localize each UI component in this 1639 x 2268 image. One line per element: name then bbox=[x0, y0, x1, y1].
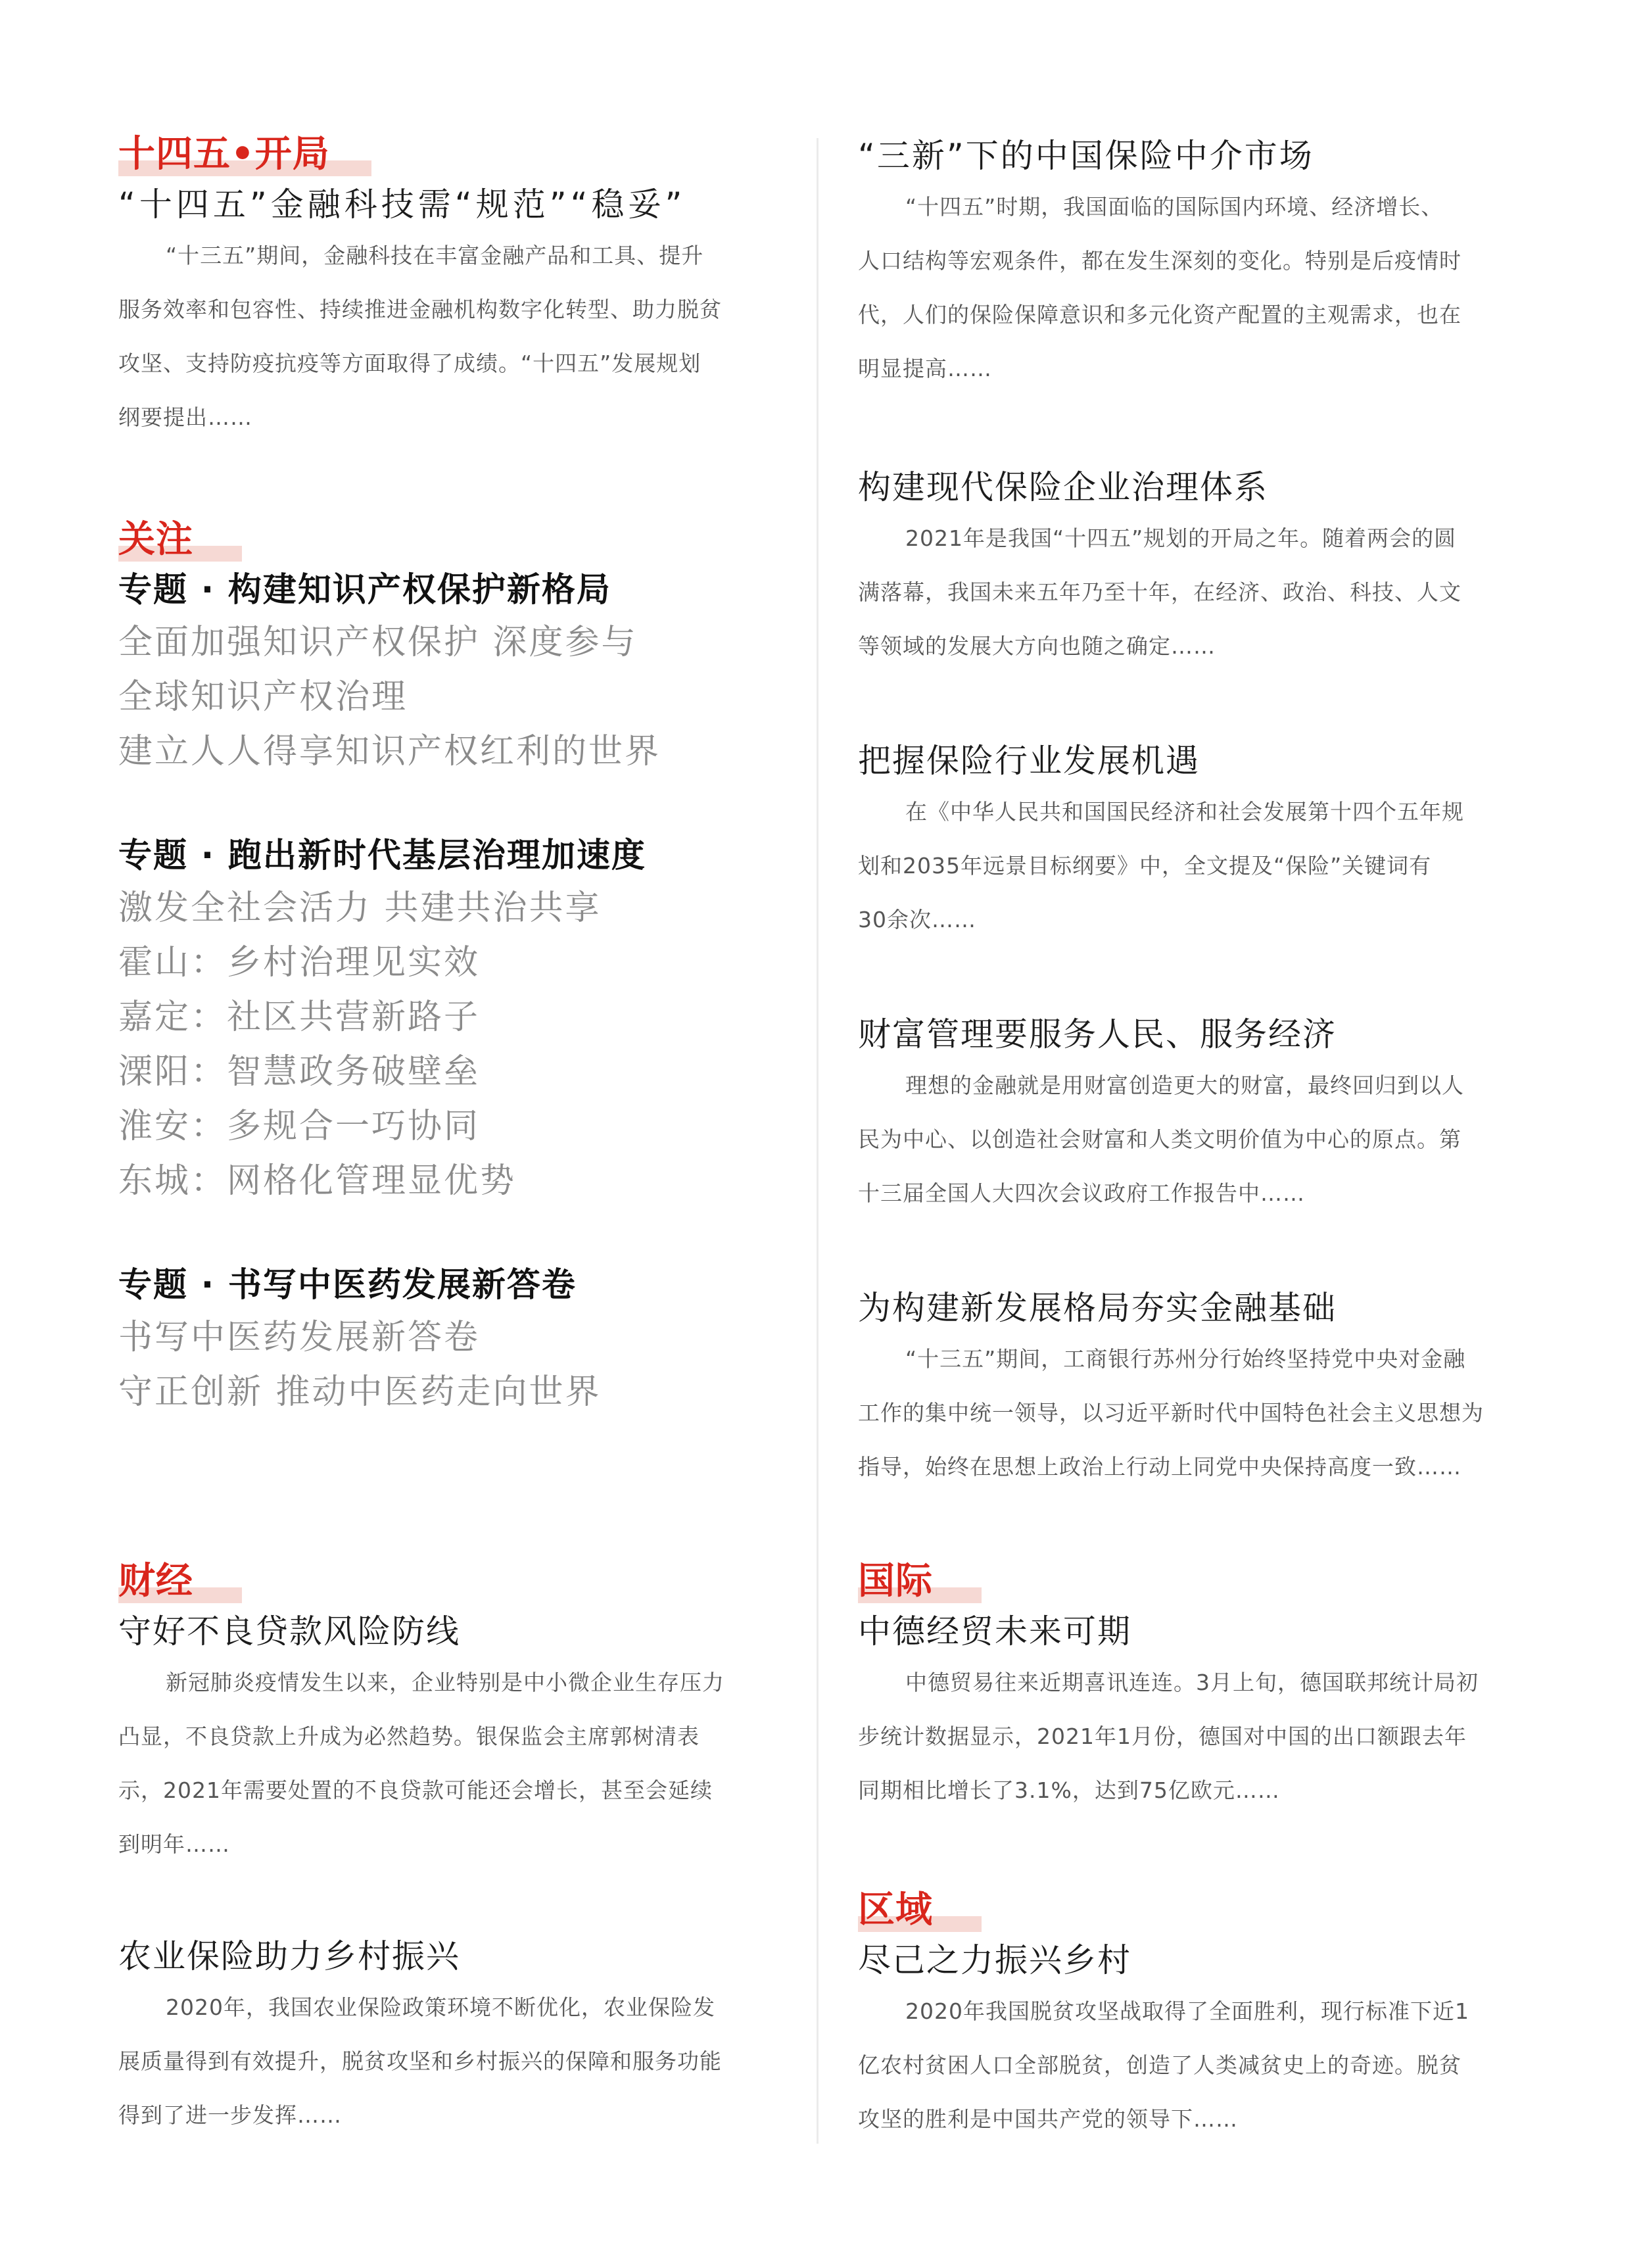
topic-item[interactable]: 守正创新 推动中医药走向世界 bbox=[118, 1372, 602, 1412]
article-title[interactable]: 财富管理要服务人民、服务经济 bbox=[858, 1015, 1337, 1053]
article-title[interactable]: “十四五”金融科技需“规范”“稳妥” bbox=[118, 185, 686, 224]
section-caijing bbox=[118, 1558, 782, 1871]
topic-item[interactable]: 书写中医药发展新答卷 bbox=[118, 1318, 481, 1357]
topic-item[interactable]: 霍山：乡村治理见实效 bbox=[118, 943, 481, 982]
section-header: 关注 bbox=[118, 517, 193, 563]
article-title[interactable]: 农业保险助力乡村振兴 bbox=[118, 1937, 460, 1975]
article-title[interactable]: 为构建新发展格局夯实金融基础 bbox=[858, 1289, 1337, 1327]
topic-title[interactable]: 专题 · 跑出新时代基层治理加速度 bbox=[118, 836, 646, 875]
article-excerpt: 2020年我国脱贫攻坚战取得了全面胜利，现行标准下近1 亿农村贫困人口全部脱贫，创造了人类减贫史上的奇迹。脱贫 攻坚的胜利是中国共产党的领导下…… bbox=[858, 1998, 1469, 2132]
topic-item[interactable]: 激发全社会活力 共建共治共享 bbox=[118, 888, 602, 928]
section-shisiwu bbox=[118, 132, 782, 445]
topic-item[interactable]: 全面加强知识产权保护 深度参与 bbox=[118, 623, 638, 662]
article-jinrong bbox=[858, 1284, 1522, 1494]
topic-item[interactable]: 嘉定：社区共营新路子 bbox=[118, 998, 481, 1037]
topic-item[interactable]: 建立人人得享知识产权红利的世界 bbox=[118, 732, 661, 771]
article-excerpt: “十三五”期间，金融科技在丰富金融产品和工具、提升 服务效率和包容性、持续推进金融机构数字化转型、助力脱贫 攻坚、支持防疫抗疫等方面取得了成绩。“十四五”发展规划 纲要提出…… bbox=[118, 243, 722, 430]
article-excerpt: 在《中华人民共和国国民经济和社会发展第十四个五年规 划和2035年远景目标纲要》中，全文提及“保险”关键词有 30余次…… bbox=[858, 799, 1464, 932]
article-title[interactable]: 尽己之力振兴乡村 bbox=[858, 1941, 1131, 1979]
article-title[interactable]: 中德经贸未来可期 bbox=[858, 1612, 1131, 1651]
article-excerpt: 2021年是我国“十四五”规划的开局之年。随着两会的圆 满落幕，我国未来五年乃至十年，在经济、政治、科技、人文 等领域的发展大方向也随之确定…… bbox=[858, 525, 1461, 659]
section-guoji bbox=[858, 1558, 1522, 1818]
article-caifu bbox=[858, 1010, 1522, 1220]
topic-item[interactable]: 全球知识产权治理 bbox=[118, 677, 408, 717]
article-title[interactable]: 把握保险行业发展机遇 bbox=[858, 742, 1200, 780]
article-excerpt: 新冠肺炎疫情发生以来，企业特别是中小微企业生存压力 凸显，不良贷款上升成为必然趋势。银保监会主席郭树清表 示，2021年需要处置的不良贷款可能还会增长，甚至会延续 到明年…… bbox=[118, 1670, 724, 1857]
column-divider bbox=[817, 138, 819, 2144]
section-header: 财经 bbox=[118, 1558, 193, 1604]
article-title[interactable]: 守好不良贷款风险防线 bbox=[118, 1612, 460, 1651]
article-jiyu bbox=[858, 736, 1522, 947]
article-title[interactable]: 构建现代保险企业治理体系 bbox=[858, 468, 1268, 506]
article-zhili bbox=[858, 463, 1522, 673]
section-quyu bbox=[858, 1887, 1522, 2146]
section-guanzhu bbox=[118, 517, 782, 1420]
topic-title[interactable]: 专题 · 构建知识产权保护新格局 bbox=[118, 571, 611, 610]
article-excerpt: “十三五”期间，工商银行苏州分行始终坚持党中央对金融 工作的集中统一领导，以习近平新时代中国特色社会主义思想为 指导，始终在思想上政治上行动上同党中央保持高度一致…… bbox=[858, 1346, 1484, 1480]
article-title[interactable]: “三新”下的中国保险中介市场 bbox=[858, 137, 1314, 175]
section-header: 十四五•开局 bbox=[118, 132, 330, 178]
article-excerpt: 2020年，我国农业保险政策环境不断优化，农业保险发 展质量得到有效提升，脱贫攻坚和乡村振兴的保障和服务功能 得到了进一步发挥…… bbox=[118, 1994, 722, 2128]
article-nongye bbox=[118, 1932, 782, 2142]
section-header: 国际 bbox=[858, 1558, 933, 1604]
article-excerpt: “十四五”时期，我国面临的国际国内环境、经济增长、 人口结构等宏观条件，都在发生深刻的变化。特别是后疫情时 代，人们的保险保障意识和多元化资产配置的主观需求，也在 明显提高…… bbox=[858, 194, 1461, 381]
article-excerpt: 理想的金融就是用财富创造更大的财富，最终回归到以人 民为中心、以创造社会财富和人类文明价值为中心的原点。第 十三届全国人大四次会议政府工作报告中…… bbox=[858, 1073, 1464, 1206]
article-sanxin bbox=[858, 132, 1522, 396]
topic-item[interactable]: 溧阳：智慧政务破壁垒 bbox=[118, 1052, 481, 1092]
topic-item[interactable]: 东城：网格化管理显优势 bbox=[118, 1161, 517, 1201]
section-header: 区域 bbox=[858, 1887, 933, 1933]
article-excerpt: 中德贸易往来近期喜讯连连。3月上旬，德国联邦统计局初 步统计数据显示，2021年1月份，德国对中国的出口额跟去年 同期相比增长了3.1%，达到75亿欧元…… bbox=[858, 1670, 1479, 1803]
topic-title[interactable]: 专题 · 书写中医药发展新答卷 bbox=[118, 1266, 577, 1305]
topic-item[interactable]: 淮安：多规合一巧协同 bbox=[118, 1107, 481, 1146]
